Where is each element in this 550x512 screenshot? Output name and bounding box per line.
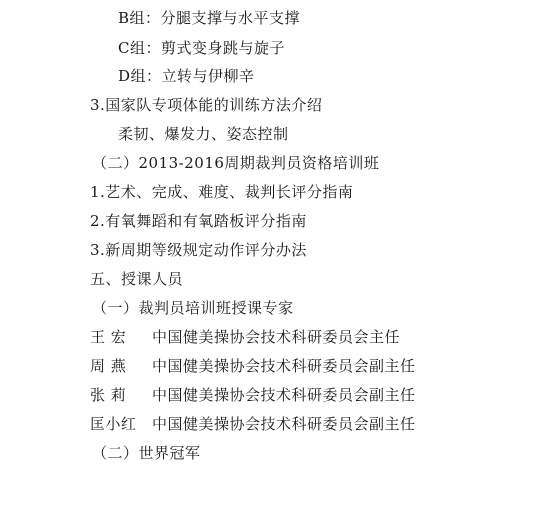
staff-role: 中国健美操协会技术科研委员会副主任 <box>152 357 416 375</box>
staff-row <box>90 414 416 434</box>
scoring-guide-line-1: 1.艺术、完成、难度、裁判长评分指南 <box>90 183 354 201</box>
staff-name: 匡小红 <box>90 415 137 433</box>
scoring-guide-line-2: 2.有氧舞蹈和有氧踏板评分指南 <box>90 212 307 230</box>
staff-name: 周 燕 <box>90 357 127 375</box>
staff-row <box>90 385 416 405</box>
instructors-subheading: （一）裁判员培训班授课专家 <box>92 299 294 317</box>
section-five-heading: 五、授课人员 <box>90 270 184 288</box>
staff-role: 中国健美操协会技术科研委员会副主任 <box>152 386 416 404</box>
staff-row <box>90 327 400 347</box>
training-methods-heading: 3.国家队专项体能的训练方法介绍 <box>90 96 323 114</box>
group-c-line: C组：剪式变身跳与旋子 <box>118 39 285 57</box>
staff-row <box>90 356 416 376</box>
group-d-line: D组：立转与伊柳辛 <box>118 67 255 85</box>
world-champions-heading: （二）世界冠军 <box>92 444 201 462</box>
scoring-guide-line-3: 3.新周期等级规定动作评分办法 <box>90 241 307 259</box>
group-b-line: B组：分腿支撑与水平支撑 <box>118 9 301 27</box>
referee-course-heading: （二）2013-2016周期裁判员资格培训班 <box>92 154 380 172</box>
staff-name: 张 莉 <box>90 386 127 404</box>
training-methods-detail: 柔韧、爆发力、姿态控制 <box>118 125 289 143</box>
staff-role: 中国健美操协会技术科研委员会主任 <box>152 328 401 346</box>
staff-name: 王 宏 <box>90 328 127 346</box>
staff-role: 中国健美操协会技术科研委员会副主任 <box>152 415 416 433</box>
